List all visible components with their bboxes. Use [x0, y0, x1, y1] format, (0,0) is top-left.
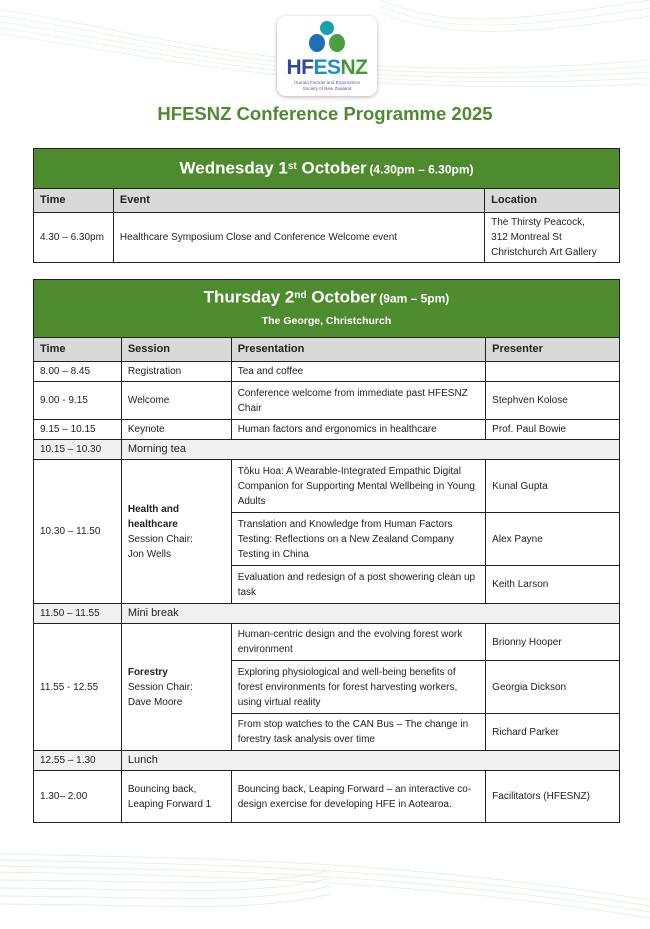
background-wave-bottom	[0, 840, 650, 929]
venue: The George, Christchurch	[261, 314, 392, 327]
break-row-morning-tea: 10.15 – 10.30 Morning tea	[34, 440, 620, 460]
hfesnz-logo	[277, 16, 377, 96]
column-header-time: Time	[34, 338, 122, 362]
wednesday-table	[33, 148, 620, 263]
session-cell: Health and healthcare Session Chair: Jon Wells	[121, 460, 231, 604]
session-cell: Forestry Session Chair: Dave Moore	[121, 624, 231, 751]
column-header-presentation: Presentation	[231, 338, 485, 362]
table-row: Evaluation and redesign of a post showering clean up task Keith Larson	[34, 566, 620, 604]
thursday-table	[33, 279, 620, 823]
table-row: Translation and Knowledge from Human Factors Testing: Reflections on a New Zealand Company Testing in China Alex Payne	[34, 513, 620, 566]
column-header-location: Location	[485, 189, 620, 213]
logo-subtitle-2: Society of New Zealand	[302, 86, 352, 91]
table-row: 9.00 - 9.15 Welcome Conference welcome from immediate past HFESNZ Chair Stephven Kolose	[34, 382, 620, 420]
logo-circles-icon	[277, 16, 377, 58]
break-row-mini-break: 11.50 – 11.55 Mini break	[34, 604, 620, 624]
table-row: From stop watches to the CAN Bus – The change in forestry task analysis over time Richard Parker	[34, 714, 620, 751]
thursday-heading: Thursday 2nd October (9am – 5pm) The George, Christchurch	[34, 280, 620, 338]
logo-subtitle-1: Human Factors and Ergonomics	[294, 80, 360, 85]
table-row: 10.30 – 11.50 Health and healthcare Session Chair: Jon Wells Tōku Hoa: A Wearable-Integrated Empathic Digital Companion for Supporting Mental Wellbeing in Young Adults Kunal Gupta	[34, 460, 620, 513]
column-header-event: Event	[113, 189, 484, 213]
location-cell: The Thirsty Peacock, 312 Montreal St Christchurch Art Gallery	[485, 213, 620, 263]
logo-wordmark: HFESNZ	[286, 56, 368, 79]
table-row: 11.55 - 12.55 Forestry Session Chair: Dave Moore Human-centric design and the evolving forest work environment Brionny Hooper	[34, 624, 620, 661]
table-row: 1.30– 2.00 Bouncing back, Leaping Forward 1 Bouncing back, Leaping Forward – an interactive co-design exercise for developing HFE in Aotearoa. Facilitators (HFESNZ)	[34, 771, 620, 823]
event-cell: Healthcare Symposium Close and Conference Welcome event	[113, 213, 484, 263]
table-row: Exploring physiological and well-being benefits of forest environments for forest harvesting workers, using virtual reality Georgia Dickson	[34, 661, 620, 714]
table-row: 9.15 – 10.15 Keynote Human factors and ergonomics in healthcare Prof. Paul Bowie	[34, 420, 620, 440]
column-header-session: Session	[121, 338, 231, 362]
break-row-lunch: 12.55 – 1.30 Lunch	[34, 751, 620, 771]
column-header-time: Time	[34, 189, 114, 213]
table-row	[34, 213, 620, 263]
table-row: 8.00 – 8.45 Registration Tea and coffee	[34, 362, 620, 382]
column-header-presenter: Presenter	[486, 338, 620, 362]
wednesday-heading: Wednesday 1st October (4.30pm – 6.30pm)	[34, 149, 620, 189]
time-cell: 4.30 – 6.30pm	[34, 213, 114, 263]
page-title: HFESNZ Conference Programme 2025	[157, 103, 493, 124]
